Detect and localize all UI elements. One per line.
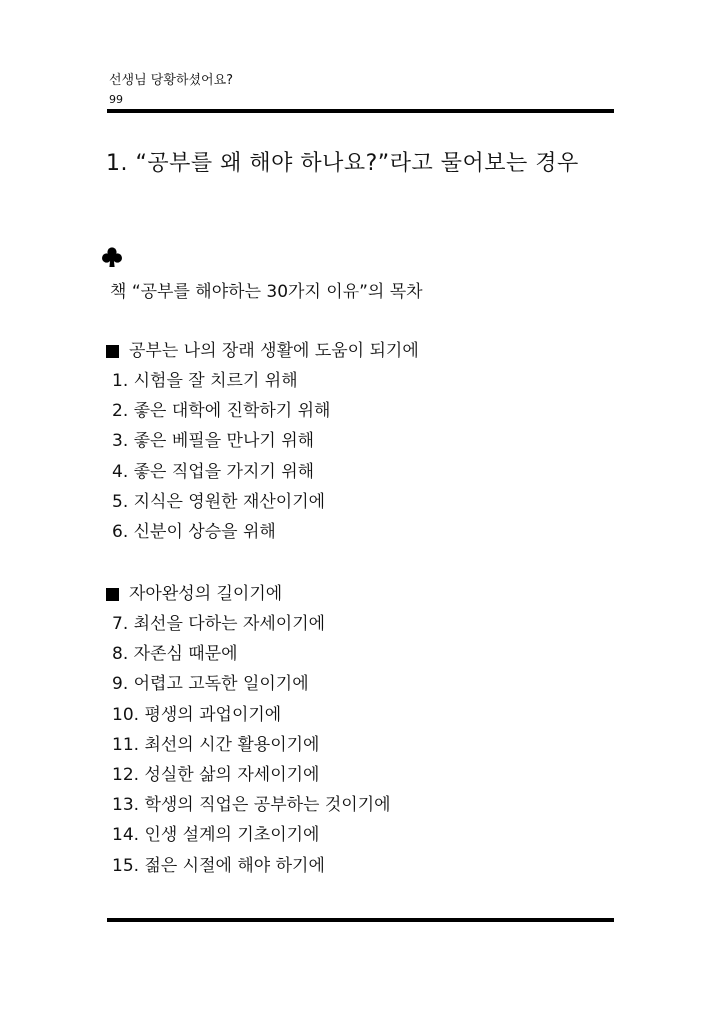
header-rule bbox=[107, 109, 614, 113]
section-heading-text: 자아완성의 길이기에 bbox=[129, 584, 283, 604]
footer-rule bbox=[107, 918, 614, 922]
toc-item: 4. 좋은 직업을 가지기 위해 bbox=[112, 461, 315, 482]
toc-section-2 bbox=[104, 579, 391, 881]
section-heading bbox=[104, 579, 391, 609]
toc-item: 13. 학생의 직업은 공부하는 것이기에 bbox=[112, 795, 391, 816]
toc-item: 11. 최선의 시간 활용이기에 bbox=[112, 734, 320, 755]
section-heading-text: 공부는 나의 장래 생활에 도움이 되기에 bbox=[129, 341, 419, 361]
square-bullet-icon bbox=[106, 345, 119, 358]
toc-item: 14. 인생 설계의 기초이기에 bbox=[112, 825, 320, 846]
toc-item: 10. 평생의 과업이기에 bbox=[112, 704, 282, 725]
square-bullet-icon bbox=[106, 588, 119, 601]
toc-section-1 bbox=[104, 336, 419, 547]
chapter-title: 1. “공부를 왜 해야 하나요?”라고 물어보는 경우 bbox=[106, 151, 579, 176]
toc-item: 8. 자존심 때문에 bbox=[112, 644, 238, 665]
toc-item: 2. 좋은 대학에 진학하기 위해 bbox=[112, 401, 331, 422]
toc-item: 15. 젊은 시절에 해야 하기에 bbox=[112, 855, 325, 876]
toc-item: 1. 시험을 잘 치르기 위해 bbox=[112, 371, 298, 391]
section-heading bbox=[104, 336, 419, 366]
toc-item: 6. 신분이 상승을 위해 bbox=[112, 522, 276, 543]
club-suit-icon bbox=[101, 246, 123, 268]
toc-item: 5. 지식은 영원한 재산이기에 bbox=[112, 491, 326, 512]
book-toc-caption: 책 “공부를 해야하는 30가지 이유”의 목차 bbox=[110, 282, 423, 302]
page-header bbox=[109, 72, 614, 108]
toc-list bbox=[104, 366, 419, 547]
header-title: 선생님 당황하셨어요? bbox=[109, 73, 234, 88]
toc-item: 12. 성실한 삶의 자세이기에 bbox=[112, 765, 320, 786]
toc-item: 7. 최선을 다하는 자세이기에 bbox=[112, 614, 326, 634]
page-number: 99 bbox=[109, 93, 123, 106]
toc-item: 3. 좋은 베필을 만나기 위해 bbox=[112, 431, 315, 452]
toc-list bbox=[104, 609, 391, 881]
toc-item: 9. 어렵고 고독한 일이기에 bbox=[112, 674, 309, 695]
